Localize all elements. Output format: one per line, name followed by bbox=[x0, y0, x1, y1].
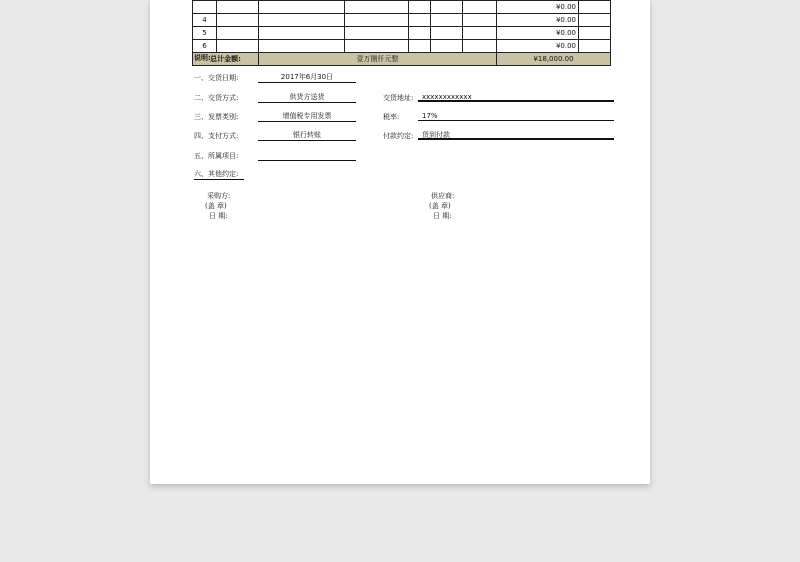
table-row bbox=[193, 14, 611, 27]
payment-terms-label: 付款约定: bbox=[383, 132, 414, 140]
total-label: 总计金额: bbox=[193, 53, 259, 66]
payment-method-label: 四、支付方式: bbox=[194, 132, 239, 140]
buyer-title: 采购方: bbox=[207, 192, 231, 200]
total-amount: ¥18,000.00 bbox=[497, 53, 611, 66]
supplier-date: 日 期: bbox=[433, 212, 452, 220]
total-row bbox=[193, 53, 611, 66]
supplier-title: 供应商: bbox=[431, 192, 455, 200]
project-field bbox=[258, 151, 356, 161]
delivery-address-field: xxxxxxxxxxxx bbox=[418, 93, 614, 102]
project-label: 五、所属项目: bbox=[194, 152, 239, 160]
row-amount: ¥0.00 bbox=[497, 27, 579, 40]
row-number bbox=[193, 1, 217, 14]
delivery-date-field: 2017年6月30日 bbox=[258, 73, 356, 83]
delivery-method-label: 二、交货方式: bbox=[194, 94, 239, 102]
table-row bbox=[193, 40, 611, 53]
table-row bbox=[193, 27, 611, 40]
total-amount-words: 壹万捌仟元整 bbox=[259, 53, 497, 66]
supplier-seal: (盖 章) bbox=[429, 202, 451, 210]
other-terms-label: 六、其他约定: bbox=[194, 170, 244, 180]
payment-method-field: 银行转账 bbox=[258, 131, 356, 141]
notes-title: 说明: bbox=[194, 54, 211, 62]
row-number: 4 bbox=[193, 14, 217, 27]
payment-terms-field: 货到付款 bbox=[418, 131, 614, 140]
order-table bbox=[192, 0, 611, 66]
tax-rate-field: 17% bbox=[418, 112, 614, 121]
table-row bbox=[193, 1, 611, 14]
row-number: 6 bbox=[193, 40, 217, 53]
row-number: 5 bbox=[193, 27, 217, 40]
row-amount: ¥0.00 bbox=[497, 14, 579, 27]
invoice-type-field: 增值税专用发票 bbox=[258, 112, 356, 122]
delivery-method-field: 供货方送货 bbox=[258, 93, 356, 103]
delivery-address-label: 交货地址: bbox=[383, 94, 414, 102]
delivery-date-label: 一、交货日期: bbox=[194, 74, 239, 82]
row-amount: ¥0.00 bbox=[497, 1, 579, 14]
buyer-date: 日 期: bbox=[209, 212, 228, 220]
row-amount: ¥0.00 bbox=[497, 40, 579, 53]
invoice-type-label: 三、发票类别: bbox=[194, 113, 239, 121]
buyer-seal: (盖 章) bbox=[205, 202, 227, 210]
tax-rate-label: 税率: bbox=[383, 113, 400, 121]
